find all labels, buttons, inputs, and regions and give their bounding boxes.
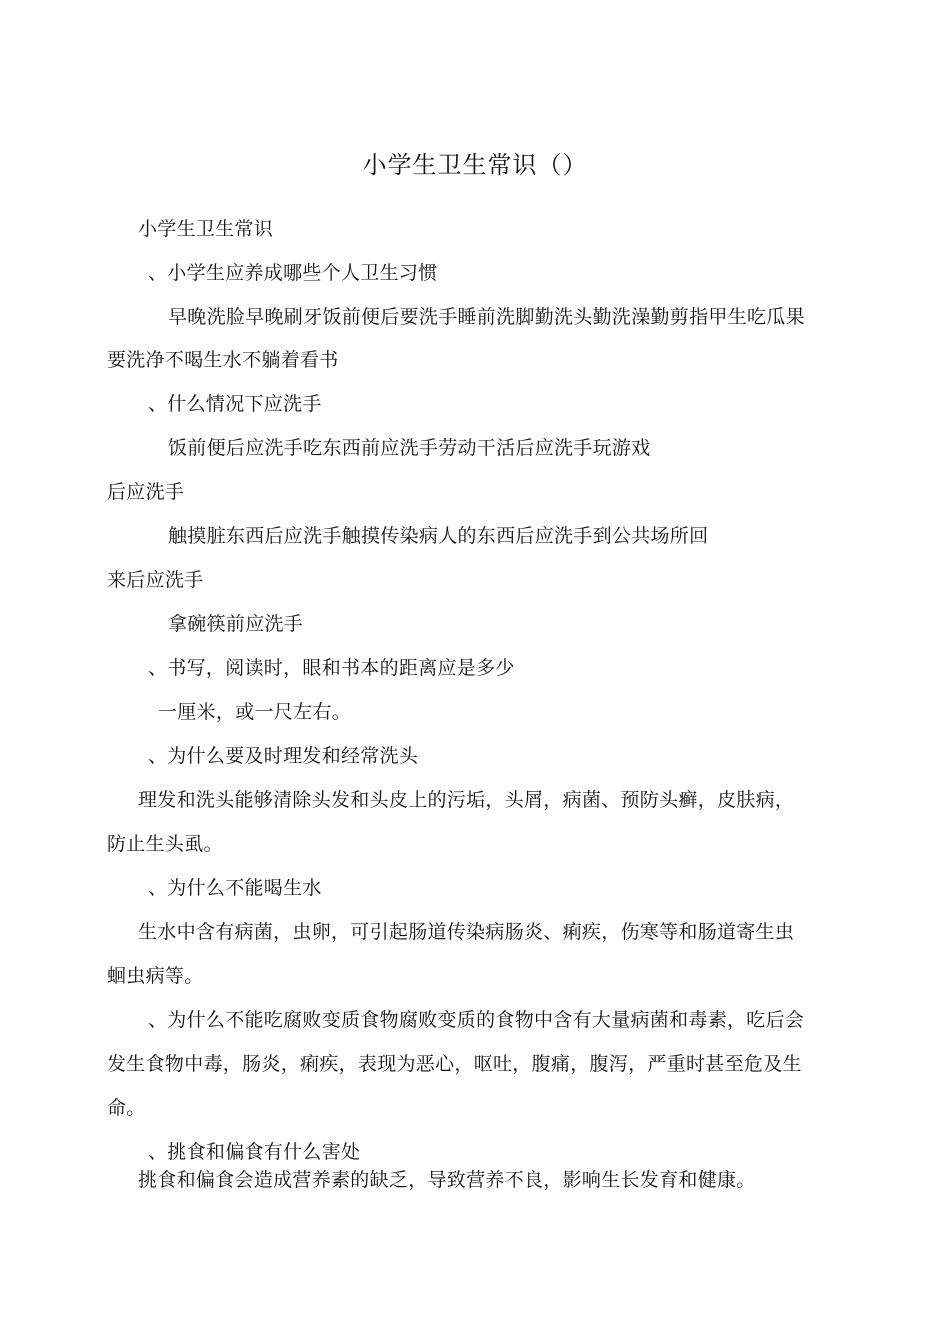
- question-heading: 、为什么不能喝生水: [148, 877, 322, 899]
- paragraph-line: 触摸脏东西后应洗手触摸传染病人的东西后应洗手到公共场所回: [168, 525, 709, 547]
- paragraph-line: 早晚洗脸早晚刷牙饭前便后要洗手睡前洗脚勤洗头勤洗澡勤剪指甲生吃瓜果: [168, 306, 805, 328]
- paragraph-line: 后应洗手: [107, 481, 185, 503]
- question-heading: 、书写，阅读时，眼和书本的距离应是多少: [148, 657, 515, 679]
- paragraph-line: 蛔虫病等。: [107, 965, 204, 987]
- section-heading: 小学生卫生常识: [138, 218, 274, 240]
- paragraph-line: 一厘米，或一尺左右。: [158, 701, 352, 723]
- paragraph-line: 来后应洗手: [107, 569, 204, 591]
- question-heading: 、为什么要及时理发和经常洗头: [148, 745, 419, 767]
- paragraph-line: 生水中含有病菌，虫卵，可引起肠道传染病肠炎、痢疾，伤寒等和肠道寄生虫: [138, 921, 795, 943]
- paragraph-line: 要洗净不喝生水不躺着看书: [107, 349, 339, 371]
- paragraph-line: 防止生头虱。: [107, 833, 223, 855]
- question-heading: 、为什么不能吃腐败变质食物腐败变质的食物中含有大量病菌和毒素，吃后会: [148, 1009, 805, 1031]
- question-heading: 、什么情况下应洗手: [148, 393, 322, 415]
- paragraph-line: 挑食和偏食会造成营养素的缺乏，导致营养不良，影响生长发育和健康。: [138, 1169, 756, 1191]
- paragraph-line: 理发和洗头能够清除头发和头皮上的污垢，头屑，病菌、预防头癣，皮肤病，: [138, 789, 795, 811]
- question-heading: 、挑食和偏食有什么害处: [148, 1141, 361, 1163]
- question-heading: 、小学生应养成哪些个人卫生习惯: [148, 262, 438, 284]
- paragraph-line: 饭前便后应洗手吃东西前应洗手劳动干活后应洗手玩游戏: [168, 437, 651, 459]
- document-title: 小学生卫生常识（）: [362, 151, 588, 179]
- paragraph-line: 拿碗筷前应洗手: [168, 613, 304, 635]
- paragraph-line: 发生食物中毒，肠炎，痢疾，表现为恶心，呕吐，腹痛，腹泻，严重时甚至危及生: [107, 1053, 802, 1075]
- paragraph-line: 命。: [107, 1097, 146, 1119]
